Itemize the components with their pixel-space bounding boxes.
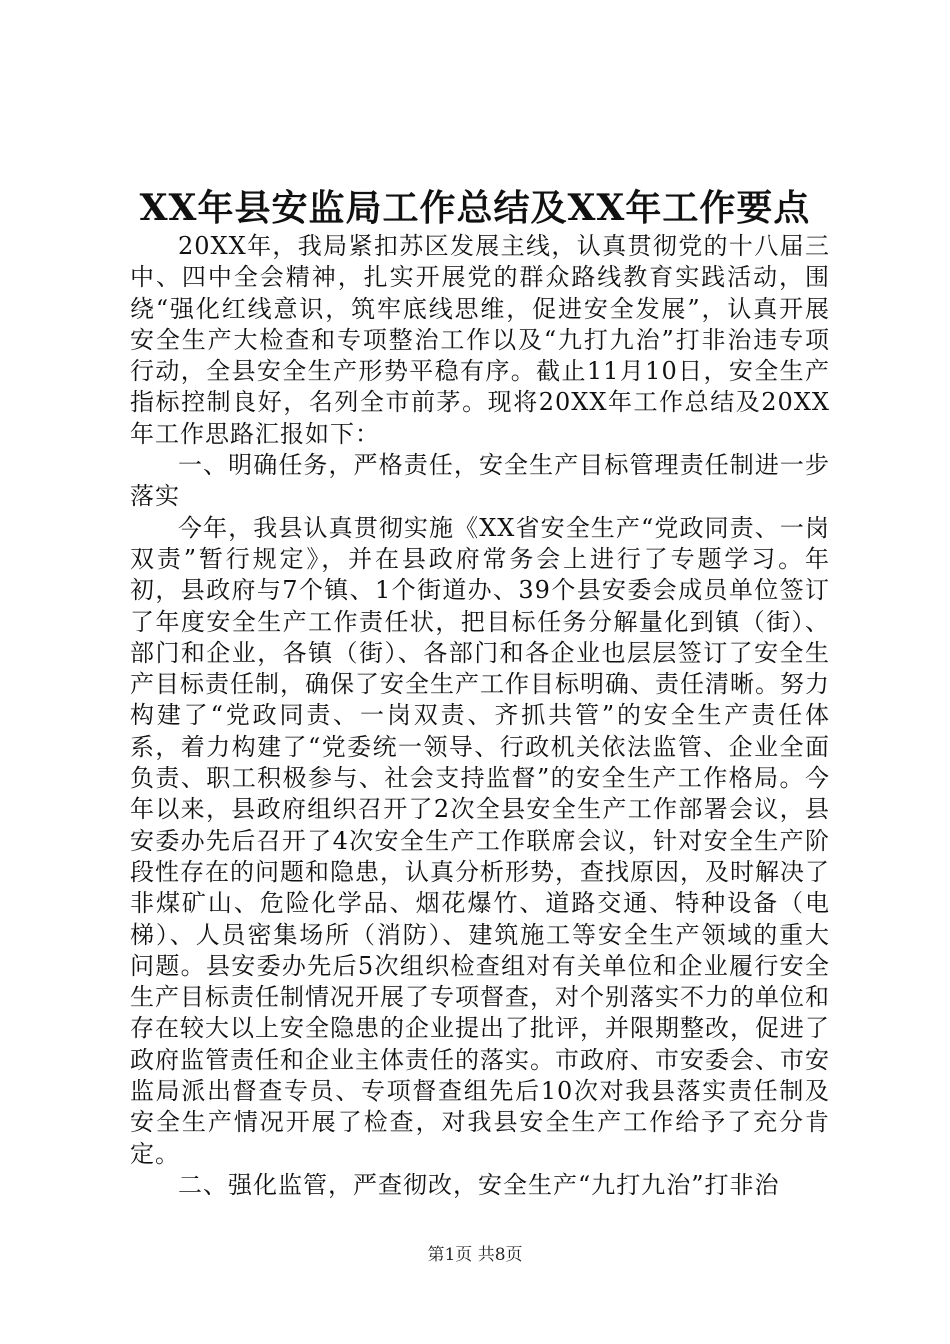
document-title: XX年县安监局工作总结及XX年工作要点 (139, 187, 811, 229)
section-heading-2: 二、强化监管，严查彻改，安全生产“九打九治”打非治 (178, 1170, 780, 1199)
document-body (130, 231, 830, 1201)
page-number-footer: 第1页 共8页 (427, 1245, 523, 1265)
paragraph-section-1: 今年，我县认真贯彻实施《XX省安全生产“党政同责、一岗双责”暂行规定》，并在县政府常务会上进行了专题学习。年初，县政府与7个镇、1个街道办、39个县安委会成员单位签订了年度安全生产工作责任状，把目标任务分解量化到镇（街）、部门和企业，各镇（街）、各部门和各企业也层层签订了安全生产目标责任制，确保了安全生产工作目标明确、责任清晰。努力构建了“党政同责、一岗双责、齐抓共管”的安全生产责任体系，着力构建了“党委统一领导、行政机关依法监管、企业全面负责、职工积极参与、社会支持监督”的安全生产工作格局。今年以来，县政府组织召开了2次全县安全生产工作部署会议，县安委办先后召开了4次安全生产工作联席会议，针对安全生产阶段性存在的问题和隐患，认真分析形势，查找原因，及时解决了非煤矿山、危险化学品、烟花爆竹、道路交通、特种设备（电梯）、人员密集场所（消防）、建筑施工等安全生产领域的重大问题。县安委办先后5次组织检查组对有关单位和企业履行安全生产目标责任制情况开展了专项督查，对个别落实不力的单位和存在较大以上安全隐患的企业提出了批评，并限期整改，促进了政府监管责任和企业主体责任的落实。市政府、市安委会、市安监局派出督查专员、专项督查组先后10次对我县落实责任制及安全生产情况开展了检查，对我县安全生产工作给予了充分肯定。 (130, 513, 830, 1168)
paragraph-intro: 20XX年，我局紧扣苏区发展主线，认真贯彻党的十八届三中、四中全会精神，扎实开展党的群众路线教育实践活动，围绕“强化红线意识，筑牢底线思维，促进安全发展”，认真开展安全生产大检查和专项整治工作以及“九打九治”打非治违专项行动，全县安全生产形势平稳有序。截止11月10日，安全生产指标控制良好，名列全市前茅。现将20XX年工作总结及20XX年工作思路汇报如下： (130, 232, 830, 448)
section-heading-1: 一、明确任务，严格责任，安全生产目标管理责任制进一步落实 (130, 451, 830, 511)
